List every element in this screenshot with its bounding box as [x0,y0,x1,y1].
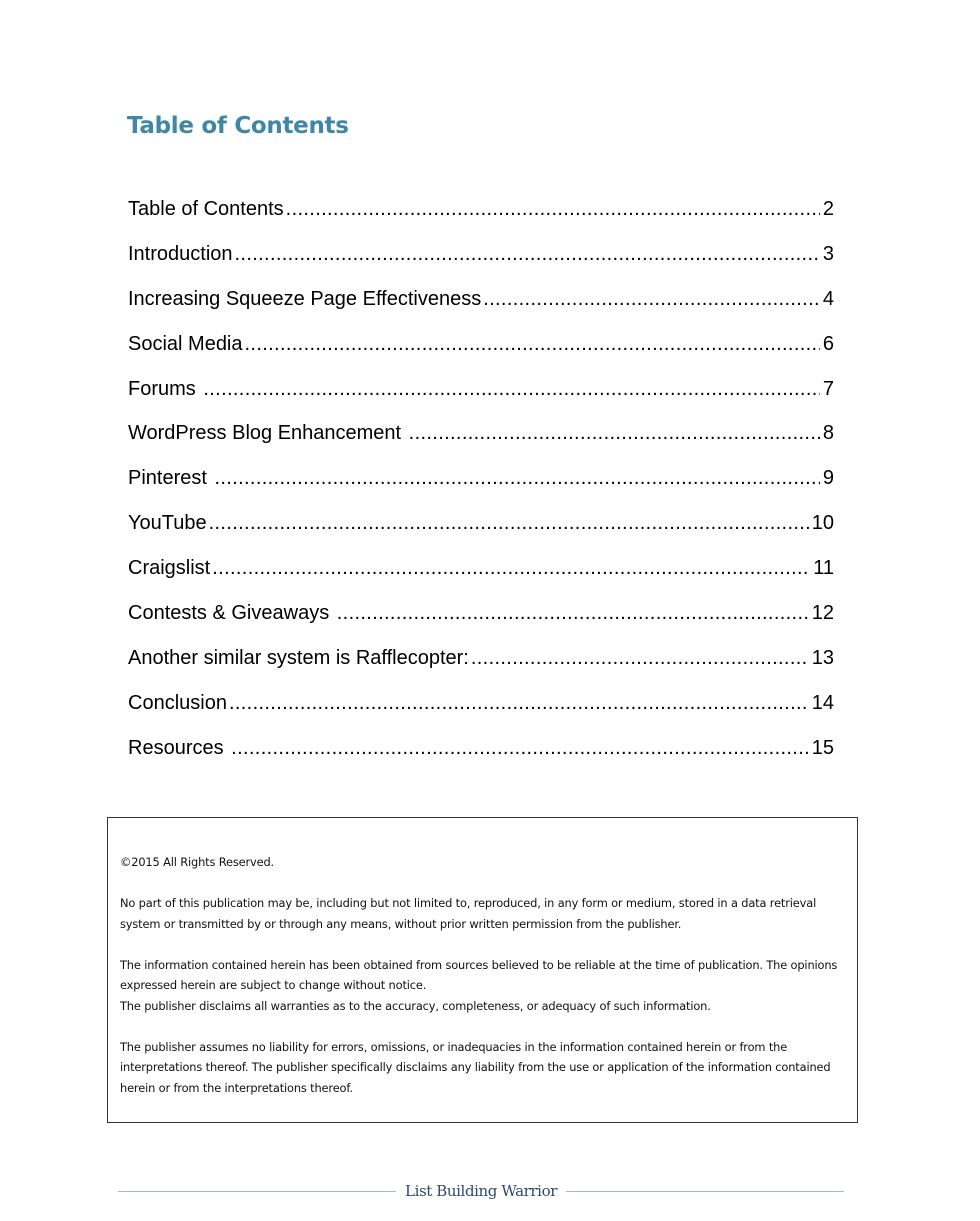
toc-entry-conclusion[interactable] [128,690,834,735]
toc-dot-leader [483,286,820,313]
toc-entry-label: Craigslist [128,557,211,580]
toc-entry-label: Increasing Squeeze Page Effectiveness [128,287,482,310]
toc-dot-leader [203,376,820,403]
toc-entry-page: 2 [822,198,834,220]
toc-entry-page: 9 [822,467,834,490]
toc-entry-label: Contests & Giveaways [128,602,335,625]
copyright-line: ©2015 All Rights Reserved. [120,855,275,869]
toc-entry-page: 3 [822,242,834,265]
toc-entry-page: 12 [811,602,834,625]
notice-warranty-text: The publisher disclaims all warranties as to the accuracy, completeness, or adequacy of such information. [120,998,711,1013]
footer-rule-right [566,1191,844,1192]
toc-entry-page: 11 [813,557,834,580]
toc-entry-page: 7 [822,377,834,400]
toc-entry-contests[interactable] [128,600,834,645]
page-title: Table of Contents [127,113,349,139]
toc-entry-page: 15 [811,736,834,759]
toc-entry-page: 14 [811,691,834,714]
toc-entry-page: 13 [811,646,834,669]
toc-entry-page: 4 [822,287,834,310]
toc-entry-pinterest[interactable] [128,465,834,510]
toc-dot-leader [229,690,809,717]
toc-dot-leader [209,510,809,537]
footer-rule-left [118,1191,396,1192]
toc-entry-squeeze-page[interactable] [128,286,834,331]
toc-entry-label: Another similar system is Rafflecopter: [128,646,469,669]
toc-entry-label: Table of Contents [128,198,284,220]
toc-entry-page: 8 [822,422,834,445]
toc-dot-leader [337,600,809,627]
toc-entry-table-of-contents[interactable] [128,196,834,241]
toc-entry-page: 10 [811,512,834,535]
toc-entry-label: Introduction [128,242,233,265]
toc-dot-leader [214,465,819,492]
toc-dot-leader [212,555,810,582]
toc-entry-forums[interactable] [128,376,834,421]
toc-dot-leader [245,331,820,358]
toc-entry-introduction[interactable] [128,241,834,286]
toc-dot-leader [409,420,820,447]
toc-dot-leader [471,645,809,672]
toc-entry-rafflecopter[interactable] [128,645,834,690]
toc-dot-leader [235,241,820,268]
toc-entry-label: Forums [128,377,202,400]
toc-entry-label: WordPress Blog Enhancement [128,422,407,445]
toc-entry-label: YouTube [128,512,207,535]
toc-entry-label: Social Media [128,332,243,355]
copyright-notice-box [107,817,858,1123]
toc-entry-page: 6 [822,332,834,355]
table-of-contents [128,196,834,780]
notice-paragraph-information [120,955,845,1017]
toc-entry-label: Conclusion [128,691,227,714]
footer-title: List Building Warrior [405,1182,557,1200]
toc-entry-label: Pinterest [128,467,213,490]
toc-entry-resources[interactable] [128,735,834,780]
toc-entry-wordpress[interactable] [128,420,834,465]
toc-entry-label: Resources [128,736,230,759]
toc-entry-craigslist[interactable] [128,555,834,600]
notice-paragraph-reproduction: No part of this publication may be, including but not limited to, reproduced, in any form or medium, stored in a data retrieval system or transmitted by or through any means, without prior written permission from the publisher. [120,896,817,931]
toc-entry-youtube[interactable] [128,510,834,555]
page-footer [118,1182,844,1200]
toc-dot-leader [231,735,809,762]
notice-information-text: The information contained herein has been obtained from sources believed to be reliable at the time of publication. The opinions expressed herein are subject to change without notice. [120,957,838,992]
toc-dot-leader [286,196,820,223]
toc-entry-social-media[interactable] [128,331,834,376]
notice-paragraph-liability: The publisher assumes no liability for errors, omissions, or inadequacies in the information contained herein or from the interpretations thereof. The publisher specifically disclaims any liability from the use or application of the information contained herein or from the interpretations thereof. [120,1039,831,1095]
